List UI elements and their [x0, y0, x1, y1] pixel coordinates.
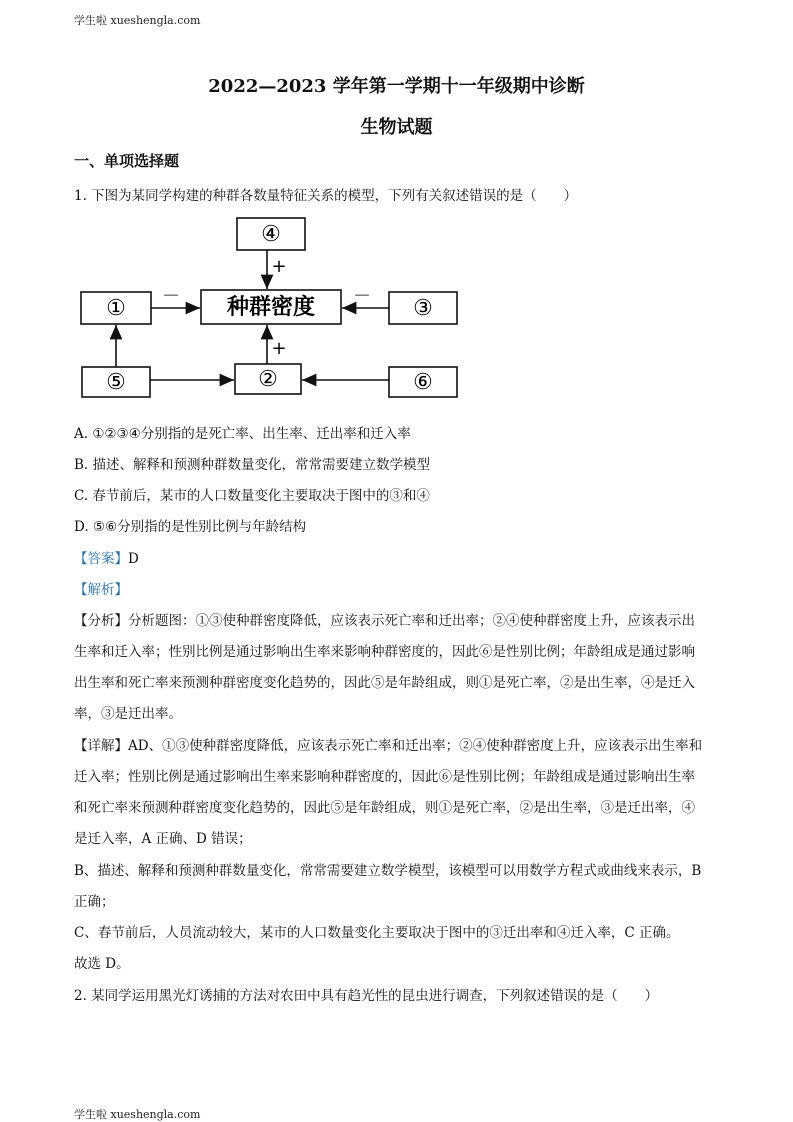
analysis-line: 率，③是迁出率。 [74, 706, 182, 722]
q1-stem: 1. 下图为某同学构建的种群各数量特征关系的模型，下列有关叙述错误的是（ ） [74, 188, 578, 204]
analysis-line: 生率和迁入率；性别比例是通过影响出生率来影响种群密度的，因此⑥是性别比例；年龄组成是通过影响 [74, 644, 695, 660]
q1-answer [74, 547, 734, 567]
analysis-tag: 【解析】 [74, 582, 128, 598]
analysis-line: 【分析】分析题图：①③使种群密度降低，应该表示死亡率和迁出率；②④使种群密度上升，应该表示出 [74, 613, 695, 629]
label-1: ① [106, 296, 126, 321]
page-subtitle: 生物试题 [360, 117, 433, 138]
q1-option-a: A. ①②③④分别指的是死亡率、出生率、迁出率和迁入率 [74, 426, 411, 442]
page-header: 学生啦 xueshengla.com [74, 14, 201, 27]
answer-tag: 【答案】 [74, 551, 128, 567]
analysis-line: 是迁入率，A 正确、D 错误； [74, 831, 252, 847]
minus-right: － [353, 286, 371, 307]
label-3: ③ [413, 296, 433, 321]
label-2: ② [258, 367, 278, 392]
analysis-line: 迁入率；性别比例是通过影响出生率来影响种群密度的，因此⑥是性别比例；年龄组成是通过影响出生率 [74, 769, 695, 785]
label-4: ④ [261, 222, 281, 247]
label-center: 种群密度 [226, 294, 316, 320]
minus-left: － [162, 286, 180, 307]
answer-value: D [128, 551, 139, 567]
analysis-line: 【详解】AD、①③使种群密度降低，应该表示死亡率和迁出率；②④使种群密度上升，应该表示出生率和 [74, 738, 703, 754]
analysis-line: 故选 D。 [74, 956, 130, 972]
analysis-line: 正确； [74, 894, 115, 910]
page-footer: 学生啦 xueshengla.com [74, 1108, 201, 1121]
analysis-line: C、春节前后，人员流动较大，某市的人口数量变化主要取决于图中的③迁出率和④迁入率，C 正确。 [74, 925, 680, 941]
q2-stem: 2. 某同学运用黑光灯诱捕的方法对农田中具有趋光性的昆虫进行调查，下列叙述错误的是（ ） [74, 988, 659, 1004]
q1-option-d: D. ⑤⑥分别指的是性别比例与年龄结构 [74, 519, 307, 535]
plus-bottom: + [271, 338, 287, 359]
plus-top: + [271, 256, 287, 277]
analysis-line: B、描述、解释和预测种群数量变化，常常需要建立数学模型，该模型可以用数学方程式或曲线来表示，B [74, 863, 702, 879]
section-heading: 一、单项选择题 [74, 152, 180, 170]
population-model-diagram [74, 212, 464, 402]
label-6: ⑥ [413, 370, 433, 395]
q1-option-c: C. 春节前后，某市的人口数量变化主要取决于图中的③和④ [74, 488, 430, 504]
q1-option-b: B. 描述、解释和预测种群数量变化，常常需要建立数学模型 [74, 457, 431, 473]
page-title: 2022—2023 学年第一学期十一年级期中诊断 [208, 76, 585, 97]
label-5: ⑤ [106, 370, 126, 395]
analysis-line: 出生率和死亡率来预测种群密度变化趋势的，因此⑤是年龄组成，则①是死亡率，②是出生率，④是迁入 [74, 675, 695, 691]
analysis-line: 和死亡率来预测种群密度变化趋势的，因此⑤是年龄组成，则①是死亡率，②是出生率，③是迁出率，④ [74, 800, 695, 816]
